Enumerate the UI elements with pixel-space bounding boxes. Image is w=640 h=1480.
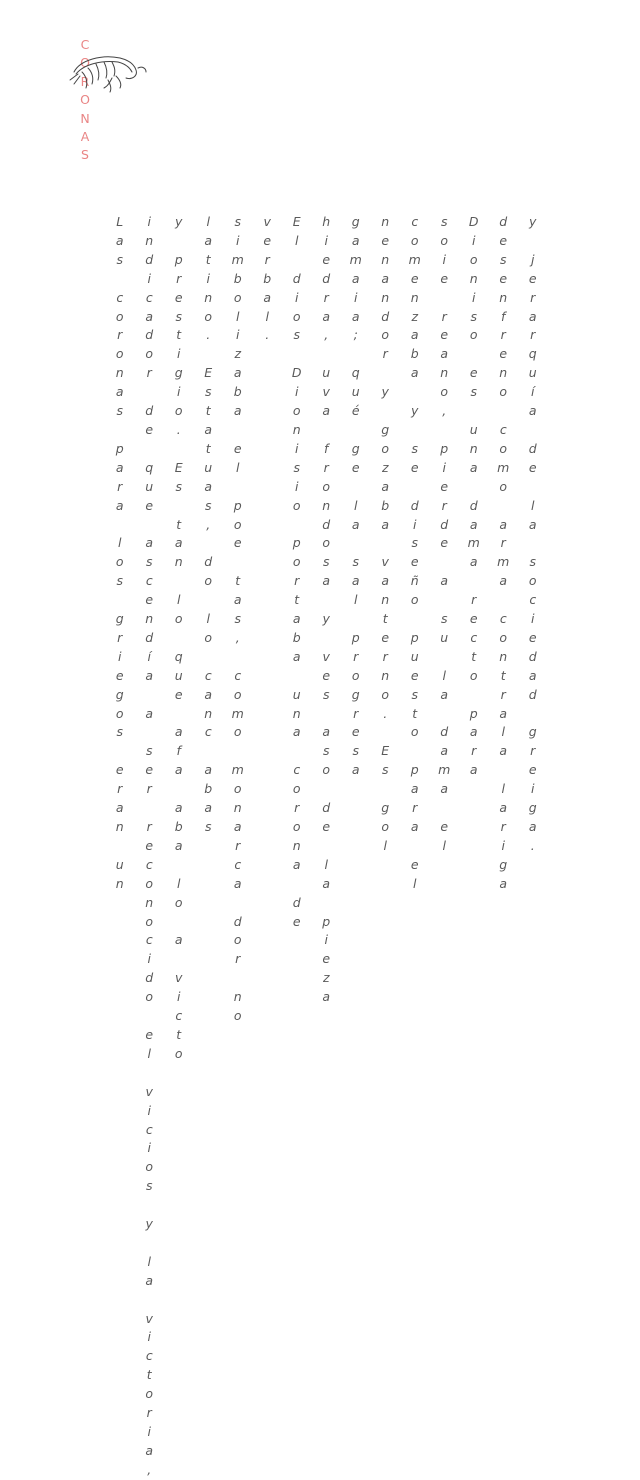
poem-column: v e r b a l . bbox=[263, 214, 272, 343]
vertical-poem bbox=[105, 213, 548, 1480]
poem-column: h i e d r a , u v a f r o n d o s a y v e s a s o d e l a p i e z a bbox=[322, 214, 331, 1005]
poem-column: y p r e s t i g i o . E s t a n l o q u e a f a a b a l o a v i c t o bbox=[174, 214, 183, 1061]
poem-column: D i o n i s o e s u n a d a m a r e c t o p a r a bbox=[467, 214, 480, 778]
poem-column: y j e r a r q u í a d e l a s o c i e d a d g r e i g a . bbox=[528, 214, 537, 853]
poem-column: n e n a n d o r y g o z a b a v a n t e r n o . E s g o l bbox=[381, 214, 390, 853]
poem-column: s i m b o l i z a b a e l p o e t a s , c o m o m o n a r c a d o r n o bbox=[231, 214, 244, 1024]
poem-column: l a t i n o . E s t a t u a s , d o l o c a n c a b a s bbox=[204, 214, 213, 834]
shrimp-icon bbox=[68, 50, 148, 100]
poem-column: g a m a i a ; q u é g e l a s a l p r o g r e s a bbox=[349, 214, 362, 778]
poem-column: L a s c o r o n a s p a r a l o s g r i e g o s e r a n u n bbox=[115, 214, 124, 891]
poem-column: i n d i c a d o r d e q u e a s c e n d í a a s e r r e c o n o c i d o e l v i c i o s y l a v i c t o r i a , bbox=[145, 214, 154, 1477]
poem-column: E l d i o s D i o n i s i o p o r t a b a u n a c o r o n a d e bbox=[291, 214, 302, 929]
poem-column: c o m e n z a b a y s e d i s e ñ o p u e s t o p a r a e l bbox=[408, 214, 421, 891]
brand-wordmark: C O R O N A S bbox=[80, 37, 90, 163]
poem-column: s o i e r e a n o , p i e r d e a s u l a d a m a e l bbox=[438, 214, 451, 853]
brand-logo bbox=[68, 36, 148, 176]
poem-column: d e s e n f r e n o c o m o a r m a c o n t r a l a l a r i g a bbox=[497, 214, 510, 891]
